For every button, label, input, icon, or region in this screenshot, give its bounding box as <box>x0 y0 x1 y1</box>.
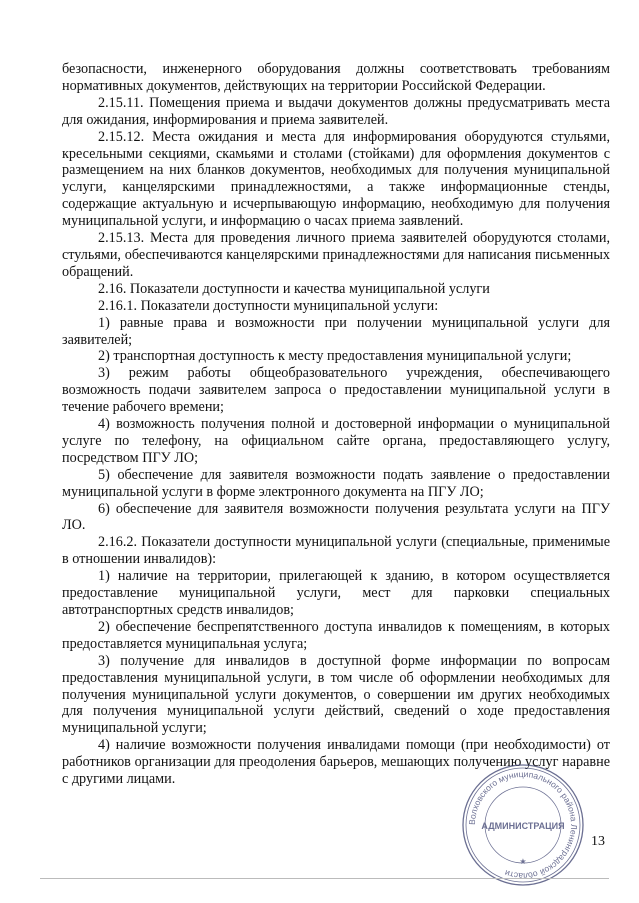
svg-text:★: ★ <box>519 857 527 866</box>
paragraph: 4) возможность получения полной и достоверной информации о муниципальной услуге по телефону, на официальном сайте органа, предоставляющего услугу, посредством ПГУ ЛО; <box>62 416 610 466</box>
paragraph: 2.16.1. Показатели доступности муниципальной услуги: <box>98 297 439 314</box>
paragraph: 1) наличие на территории, прилегающей к зданию, в котором осуществляется предоставление муниципальной услуги, мест для парковки специальных автотранспортных средств инвалидов; <box>62 568 610 618</box>
page-number: 13 <box>591 834 605 849</box>
paragraph: 2.15.11. Помещения приема и выдачи документов должны предусматривать места для ожидания, информирования и приема заявителей. <box>62 94 610 128</box>
paragraph: 2.16. Показатели доступности и качества муниципальной услуги <box>98 280 490 297</box>
paragraph: 2.15.12. Места ожидания и места для информирования оборудуются стульями, кресельными секциями, скамьями и столами (стойками) для оформления документов с размещением на них бланков документов, необходимых для получения муниципальной услуги, канцелярскими принадлежностями, а также информационные стенды, содержащие актуальную и исчерпывающую информацию, необходимую для получения муниципальной услуги, и информацию о часах приема заявлений. <box>62 128 610 230</box>
paragraph: 3) получение для инвалидов в доступной форме информации по вопросам предоставления муниципальной услуги, в том числе об оформлении необходимых для получения муниципальной услуги документов, о совершении им других необходимых для получения муниципальной услуги действий, сведений о ходе предоставления муниципальной услуги; <box>62 652 610 737</box>
paragraph: 2.15.13. Места для проведения личного приема заявителей оборудуются столами, стульями, обеспечиваются канцелярскими принадлежностями для написания письменных обращений. <box>62 230 610 280</box>
paragraph: 3) режим работы общеобразовательного учреждения, обеспечивающего возможность подачи заявителем запроса о предоставлении муниципальной услуги в течение рабочего времени; <box>62 365 610 416</box>
official-stamp-icon <box>458 760 588 890</box>
paragraph: 2) обеспечение беспрепятственного доступа инвалидов к помещениям, в которых предоставляется муниципальная услуга; <box>62 618 610 652</box>
paragraph: 2.16.2. Показатели доступности муниципальной услуги (специальные, применимые в отношении инвалидов): <box>62 534 610 568</box>
paragraph: 4) наличие возможности получения инвалидами помощи (при необходимости) от работников организации для преодоления барьеров, мешающих получению услуг наравне с другими лицами. <box>62 737 610 788</box>
stamp-center-text: АДМИНИСТРАЦИЯ <box>481 821 565 831</box>
stamp-ring-text: Волховского муниципального района Ленинградской области <box>466 768 580 882</box>
page-bottom-rule <box>40 878 609 879</box>
paragraph: безопасности, инженерного оборудования должны соответствовать требованиям нормативных документов, действующих на территории Российской Федерации. <box>62 61 610 94</box>
paragraph: 2) транспортная доступность к месту предоставления муниципальной услуги; <box>98 348 572 365</box>
paragraph: 1) равные права и возможности при получении муниципальной услуги для заявителей; <box>62 314 610 348</box>
paragraph: 5) обеспечение для заявителя возможности подать заявление о предоставлении муниципальной услуги в форме электронного документа на ПГУ ЛО; <box>62 466 610 500</box>
paragraph: 6) обеспечение для заявителя возможности получения результата услуги на ПГУ ЛО. <box>62 500 610 534</box>
document-body <box>62 61 610 788</box>
